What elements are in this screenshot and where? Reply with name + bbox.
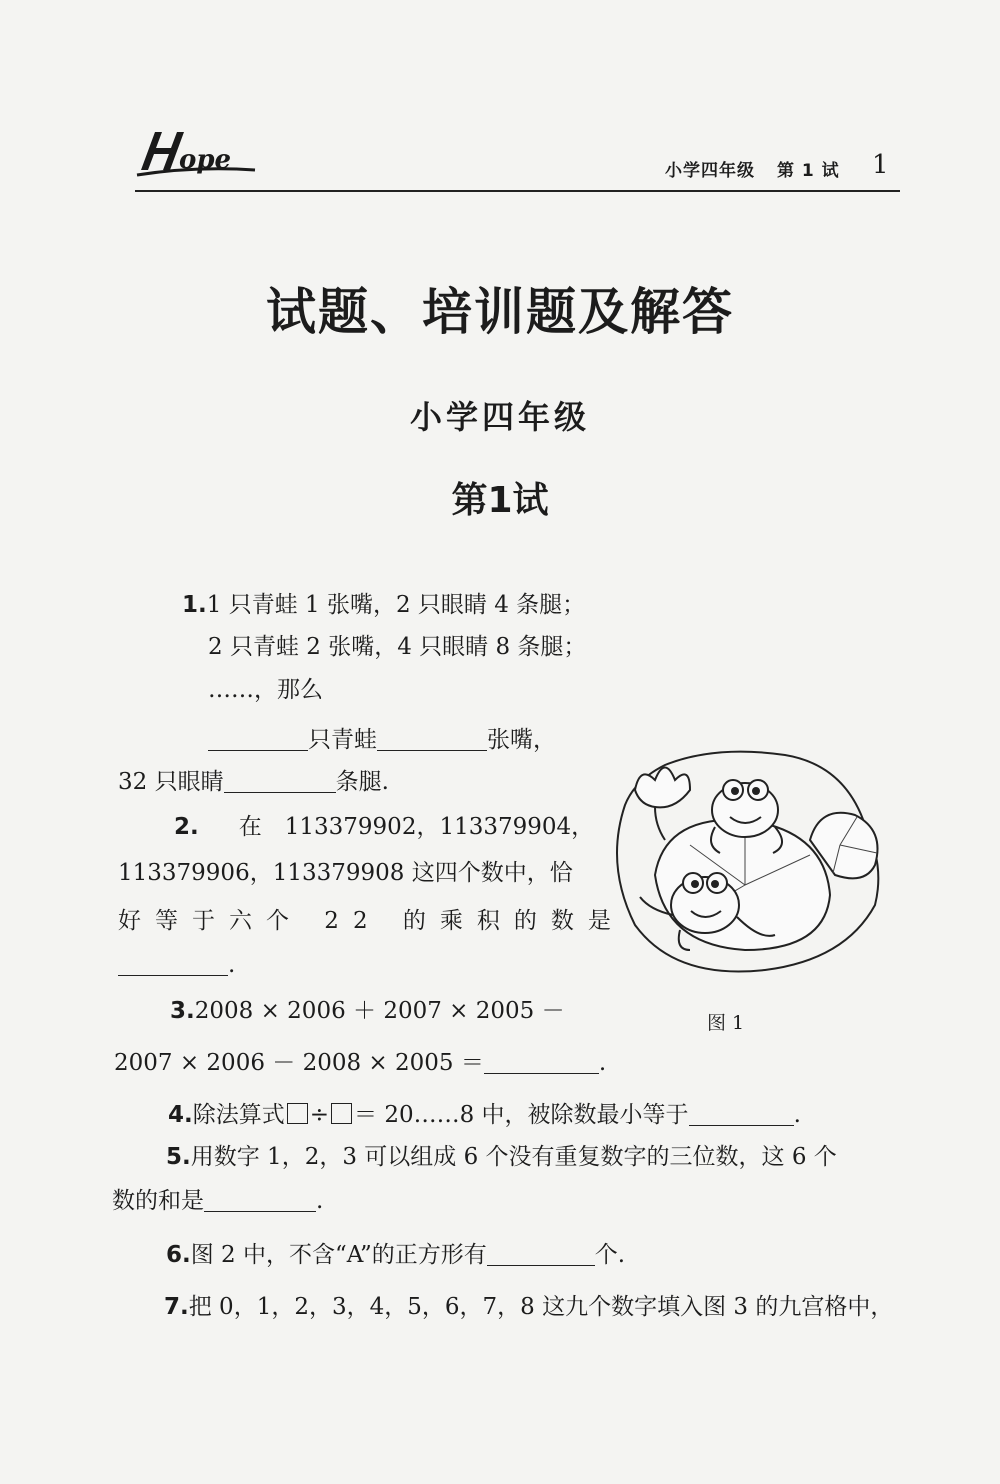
grade-subtitle: 小学四年级 xyxy=(409,398,590,436)
q4-line xyxy=(168,1100,801,1130)
q1-line3: ……，那么 xyxy=(208,677,323,703)
q2-number: 2. xyxy=(174,814,199,840)
q6-end: 个. xyxy=(594,1242,626,1268)
q3-text-1: 2008 × 2006 ＋ 2007 × 2005 － xyxy=(194,998,565,1024)
q3-end: . xyxy=(598,1050,607,1076)
q2-end: . xyxy=(228,952,236,978)
q1-text-1: 1 只青蛙 1 张嘴，2 只眼睛 4 条腿； xyxy=(206,592,586,618)
hope-logo xyxy=(135,120,265,180)
q5-number: 5. xyxy=(166,1144,191,1170)
q7-text: 把 0，1，2，3，4，5，6，7，8 这九个数字填入图 3 的九宫格中， xyxy=(188,1294,894,1320)
q7-number: 7. xyxy=(164,1294,189,1320)
svg-text:ope: ope xyxy=(179,145,232,175)
q2-blank[interactable] xyxy=(118,953,228,976)
q4-text-b: ÷ xyxy=(309,1102,330,1128)
dividend-box xyxy=(287,1103,308,1124)
q1-line4 xyxy=(208,725,556,755)
q1-blank-2[interactable] xyxy=(377,728,487,751)
q3-line1 xyxy=(170,996,565,1026)
q2-line1 xyxy=(174,812,594,842)
q1-text-4b: 张嘴， xyxy=(487,727,556,753)
frog-illustration xyxy=(595,745,890,985)
q5-end: . xyxy=(316,1188,324,1214)
q1-text-5a: 32 只眼睛 xyxy=(118,769,224,795)
q1-line5 xyxy=(118,767,389,797)
header-rule xyxy=(135,190,900,192)
q4-end: . xyxy=(793,1102,801,1128)
q5-line2 xyxy=(112,1186,323,1216)
page-title: 试题、培训题及解答 xyxy=(266,283,734,341)
q3-blank[interactable] xyxy=(484,1051,599,1074)
q1-blank-3[interactable] xyxy=(224,770,336,793)
q6-number: 6. xyxy=(166,1242,191,1268)
q2-line2: 113379906，113379908 这四个数中，恰 xyxy=(118,860,573,886)
q3-number: 3. xyxy=(170,998,195,1024)
q6-blank[interactable] xyxy=(487,1243,595,1266)
page-number: 1 xyxy=(872,150,889,180)
q5-blank[interactable] xyxy=(204,1189,316,1212)
q3-text-2: 2007 × 2006 － 2008 × 2005 ＝ xyxy=(114,1050,484,1076)
running-head xyxy=(665,156,840,181)
q1-number: 1. xyxy=(182,592,207,618)
q1-text-4a: 只青蛙 xyxy=(308,727,377,753)
running-head-test: 第 1 试 xyxy=(777,161,840,181)
q1-text-5b: 条腿. xyxy=(335,769,389,795)
q2-line4 xyxy=(118,950,235,980)
q4-text-a: 除法算式 xyxy=(192,1102,285,1128)
q1-line2: 2 只青蛙 2 张嘴，4 只眼睛 8 条腿； xyxy=(208,634,587,660)
test-heading: 第1试 xyxy=(451,480,549,521)
q6-line xyxy=(166,1240,625,1270)
q4-number: 4. xyxy=(168,1102,193,1128)
figure-1-label: 图 1 xyxy=(707,1012,745,1034)
q2-text-1: 在 113379902，113379904， xyxy=(238,814,595,840)
q1-line1 xyxy=(182,590,585,620)
q3-line2 xyxy=(114,1048,606,1078)
q4-blank[interactable] xyxy=(689,1103,794,1126)
q1-blank-1[interactable] xyxy=(208,728,308,751)
running-head-grade: 小学四年级 xyxy=(665,161,755,181)
q7-line xyxy=(164,1292,893,1322)
q5-line1 xyxy=(166,1142,837,1172)
divisor-box xyxy=(331,1103,352,1124)
q5-text-1: 用数字 1，2，3 可以组成 6 个没有重复数字的三位数，这 6 个 xyxy=(190,1144,837,1170)
q5-text-2: 数的和是 xyxy=(112,1188,204,1214)
q6-text: 图 2 中，不含“A”的正方形有 xyxy=(190,1242,487,1268)
q4-text-c: ＝ 20……8 中，被除数最小等于 xyxy=(354,1102,689,1128)
q2-line3: 好等于六个 22 的乘积的数是 xyxy=(118,908,625,934)
